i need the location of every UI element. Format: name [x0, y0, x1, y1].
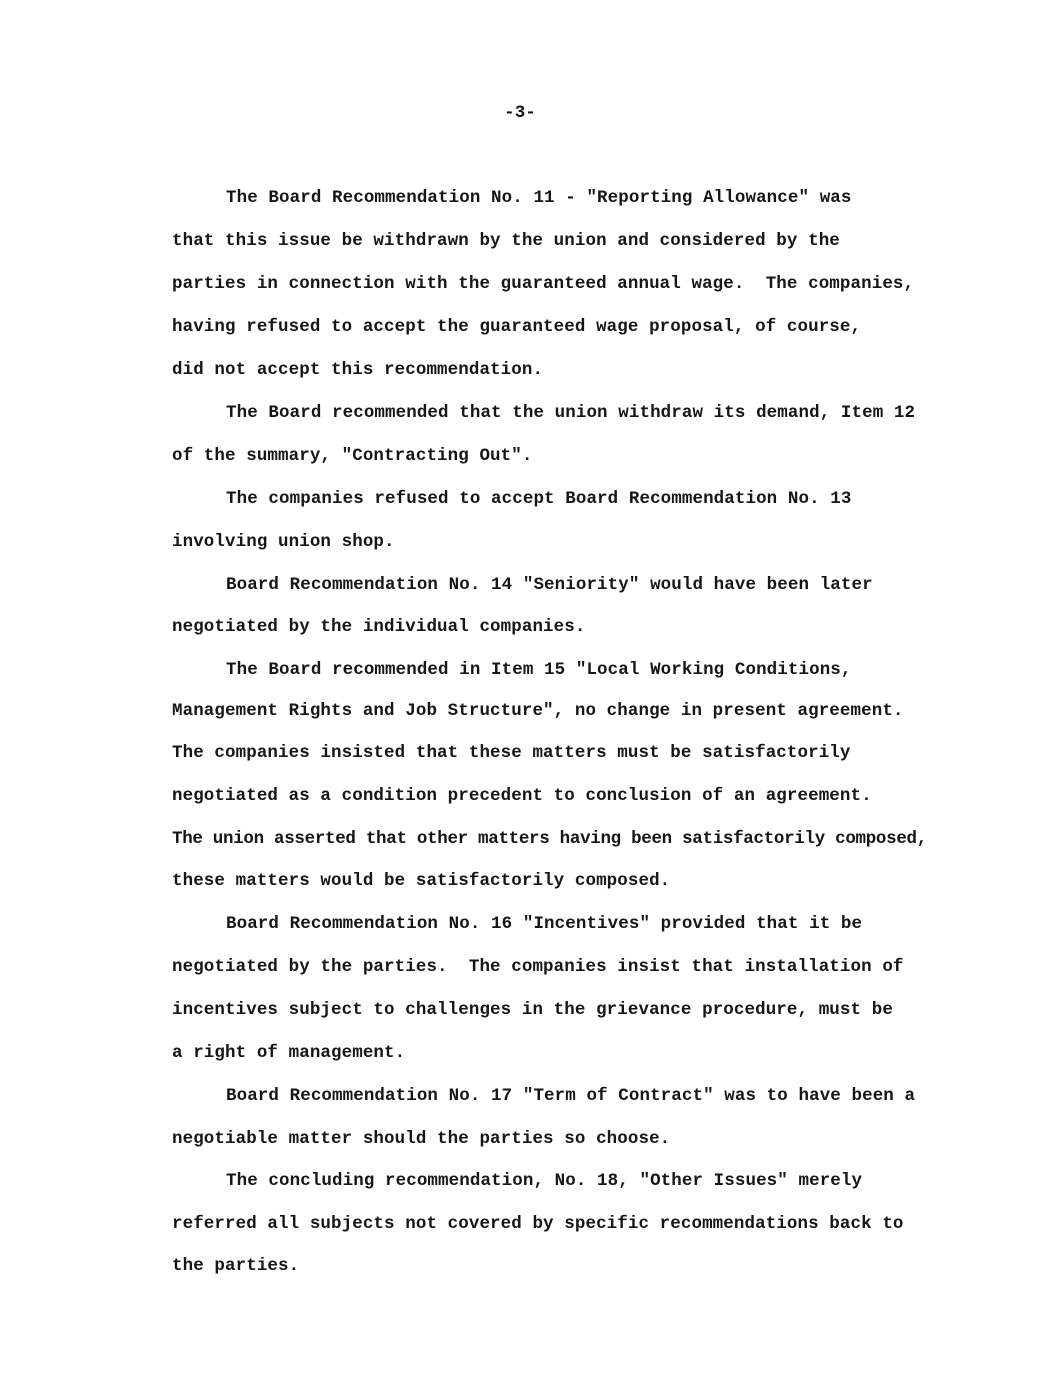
text-line: negotiable matter should the parties so choose.: [172, 1129, 671, 1149]
text-line: negotiated as a condition precedent to conclusion of an agreement.: [172, 786, 872, 806]
text-line: Board Recommendation No. 16 "Incentives" provided that it be: [226, 914, 863, 934]
text-line: The companies insisted that these matters must be satisfactorily: [172, 743, 851, 763]
text-line: negotiated by the individual companies.: [172, 617, 586, 637]
text-line: parties in connection with the guaranteed annual wage. The companies,: [172, 274, 915, 294]
text-line: The union asserted that other matters having been satisfactorily composed,: [172, 829, 927, 849]
text-line: The Board recommended in Item 15 "Local Working Conditions,: [226, 660, 852, 680]
text-line: involving union shop.: [172, 532, 395, 552]
text-line: Board Recommendation No. 17 "Term of Contract" was to have been a: [226, 1086, 916, 1106]
text-line: The companies refused to accept Board Recommendation No. 13: [226, 489, 852, 509]
text-line: The Board recommended that the union withdraw its demand, Item 12: [226, 403, 916, 423]
text-line: negotiated by the parties. The companies insist that installation of: [172, 957, 904, 977]
text-line: the parties.: [172, 1256, 300, 1276]
text-line: that this issue be withdrawn by the union and considered by the: [172, 231, 840, 251]
text-line: Management Rights and Job Structure", no change in present agreement.: [172, 701, 904, 721]
text-line: Board Recommendation No. 14 "Seniority" would have been later: [226, 575, 873, 595]
text-line: having refused to accept the guaranteed wage proposal, of course,: [172, 317, 862, 337]
text-line: The concluding recommendation, No. 18, "Other Issues" merely: [226, 1171, 863, 1191]
text-line: a right of management.: [172, 1043, 406, 1063]
text-line: The Board Recommendation No. 11 - "Reporting Allowance" was: [226, 188, 852, 208]
page-number: -3-: [504, 103, 536, 123]
text-line: these matters would be satisfactorily composed.: [172, 871, 671, 891]
text-line: of the summary, "Contracting Out".: [172, 446, 533, 466]
text-line: incentives subject to challenges in the grievance procedure, must be: [172, 1000, 893, 1020]
text-line: referred all subjects not covered by specific recommendations back to: [172, 1214, 904, 1234]
text-line: did not accept this recommendation.: [172, 360, 544, 380]
